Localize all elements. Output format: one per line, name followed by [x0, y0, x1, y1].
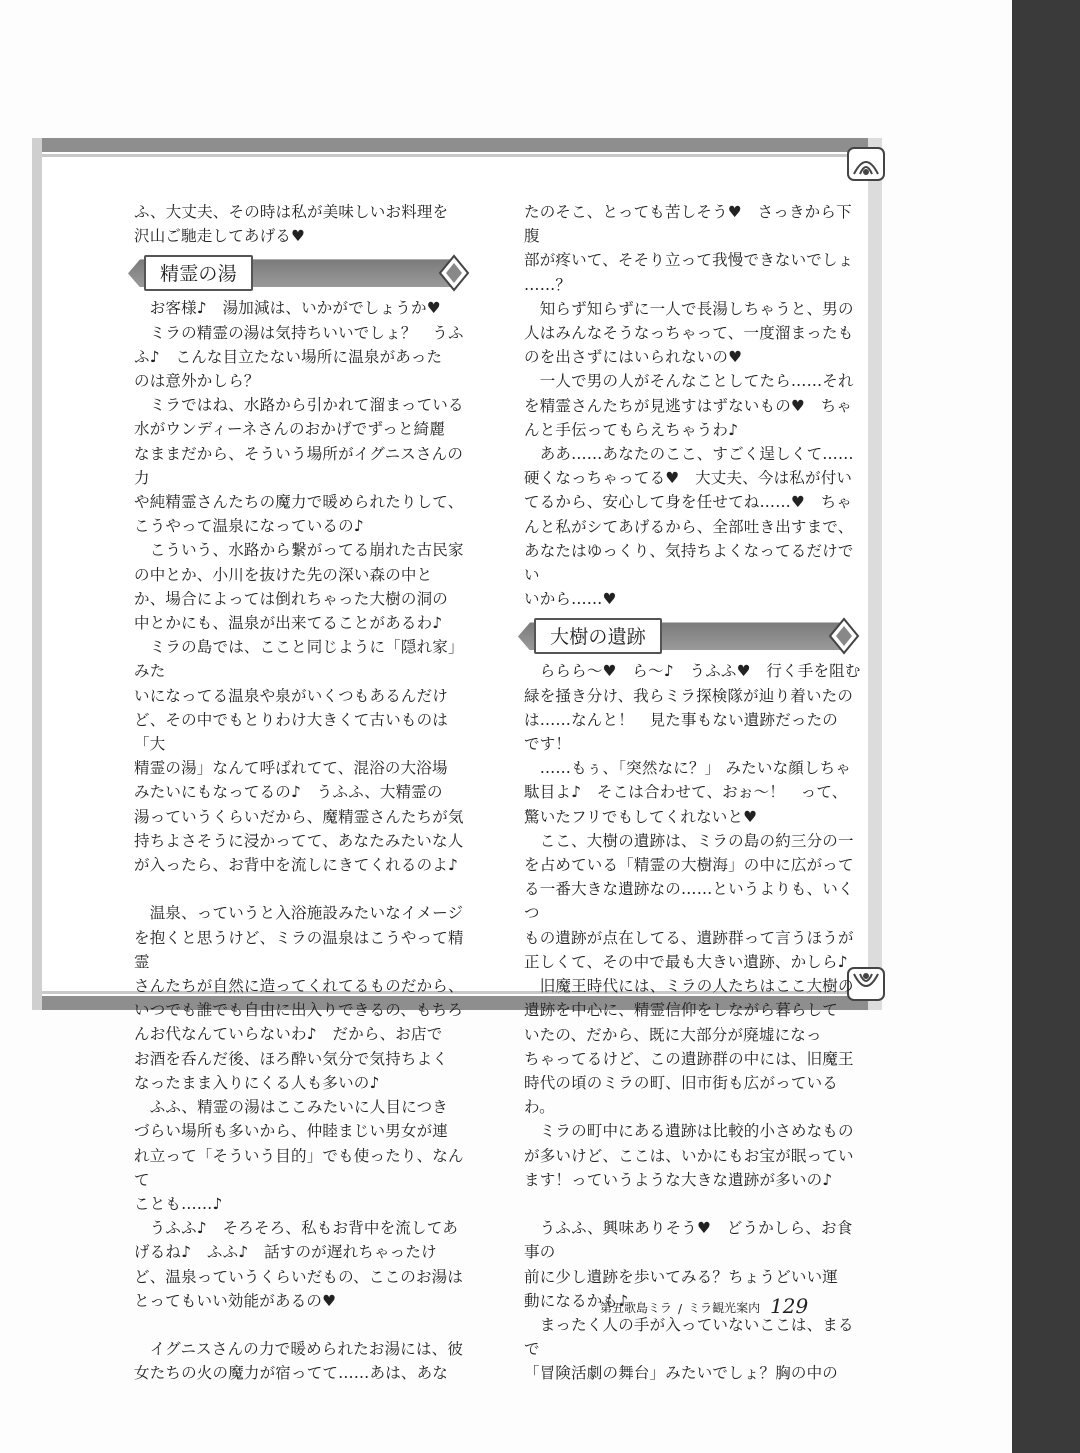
paragraph: たのそこ、とっても苦しそう♥ さっきから下腹 部が疼いて、そそり立って我慢できないでしょ ……？ 知らず知らずに一人で長湯しちゃうと、男の 人はみんなそうなっちゃって、一度溜まったも のを出さずにはいられないの♥ 一人で男の人がそんなことしてたら……それ を精霊さんたちが見逃すはずないもの♥ ちゃ んと手伝ってもらえちゃうわ♪ ああ……あなたのここ、すごく逞しくて…… 硬くなっちゃってる♥ 大丈夫、今は私が付い てるから、安心して身を任せてね……♥ ちゃ んと私がシてあげるから、全部吐き出すまで、 あなたはゆっくり、気持ちよくなってるだけでい いから……♥ — [524, 203, 854, 609]
section-heading — [124, 254, 468, 292]
paragraph: ふ、大丈夫、その時は私が美味しいお料理を 沢山ご馳走してあげる♥ — [134, 203, 449, 246]
section-heading — [514, 617, 858, 655]
paragraph: 温泉、っていうと入浴施設みたいなイメージ を抱くと思うけど、ミラの温泉はこうやって精霊 さんたちが自然に造ってくれてるものだから、 いつでも誰でも自由に出入りできるの、もちろ んお代なんていらないわ♪ だから、お店で お酒を呑んだ後、ほろ酔い気分で気持ちよく なったまま入りにくる人も多いの♪ ふふ、精霊の湯はここみたいに人目につき づらい場所も多いから、仲睦まじい男女が連 れ立って「そういう目的」でも使ったり、なんて ことも……♪ うふふ♪ そろそろ、私もお背中を流してあ げるね♪ ふふ♪ 話すのが遅れちゃったけ ど、温泉っていうくらいだもの、ここのお湯は とってもいい効能があるの♥ — [134, 904, 464, 1310]
frame-top-rule — [32, 154, 882, 157]
paragraph: イグニスさんの力で暖められたお湯には、彼 女たちの火の魔力が宿ってて……あは、あな — [134, 1340, 464, 1383]
right-column — [524, 200, 864, 1386]
paragraph: うふふ、興味ありそう♥ どうかしら、お食事の 前に少し遺跡を歩いてみる？ちょうどいい運 動になるかも♪ まったく人の手が入っていないここは、まるで 「冒険活劇の舞台」みたいでしょ？胸の中の — [524, 1219, 854, 1383]
paragraph: お客様♪ 湯加減は、いかがでしょうか♥ ミラの精霊の湯は気持ちいいでしょ？ うふ ふ♪ こんな目立たない場所に温泉があった のは意外かしら？ ミラではね、水路から引かれて溜まっている 水がウンディーネさんのおかげでずっと綺麗 なままだから、そういう場所がイグニスさんの力 や純精霊さんたちの魔力で暖められたりして、 こうやって温泉になっているの♪ こういう、水路から繋がってる崩れた古民家 の中とか、小川を抜けた先の深い森の中と か、場合によっては倒れちゃった大樹の洞の 中とかにも、温泉が出来てることがあるわ♪ ミラの島では、ここと同じように「隠れ家」みた いになってる温泉や泉がいくつもあるんだけ ど、その中でもとりわけ大きくて古いものは「大 精霊の湯」なんて呼ばれてて、混浴の大浴場 みたいにもなってるの♪ うふふ、大精霊の 湯っていうくらいだから、魔精霊さんたちが気 持ちよさそうに浸かってて、あなたみたいな人 が入ったら、お背中を流しにきてくれるのよ♪ — [134, 299, 464, 875]
corner-ornament-icon — [846, 146, 886, 182]
section-title: 大樹の遺跡 — [534, 618, 662, 654]
left-column — [134, 200, 474, 1386]
footer-chapter: 第五歌島ミラ — [600, 1301, 673, 1315]
fan-ornament-icon — [826, 617, 862, 655]
frame-left — [32, 138, 42, 1010]
footer-section: ミラ観光案内 — [688, 1301, 761, 1315]
paragraph-gap — [134, 877, 474, 901]
page-number: 129 — [770, 1294, 809, 1318]
paragraph-gap — [134, 1313, 474, 1337]
fan-ornament-icon — [436, 254, 472, 292]
scanner-edge — [1012, 0, 1080, 1453]
paragraph-gap — [524, 1192, 864, 1216]
section-title: 精霊の湯 — [144, 255, 253, 291]
frame-top — [32, 138, 882, 152]
paragraph: ららら～♥ ら～♪ うふふ♥ 行く手を阻む 緑を掻き分け、我らミラ探検隊が辿り着いたの は……なんと！ 見た事もない遺跡だったの です！ ……もぅ、「突然なに？」 みたいな顔しちゃ 駄目よ♪ そこは合わせて、おぉ～！ って、 驚いたフリでもしてくれないと♥ ここ、大樹の遺跡は、ミラの島の約三分の一 を占めている「精霊の大樹海」の中に広がって る一番大きな遺跡なの……というよりも、いくつ もの遺跡が点在してる、遺跡群って言うほうが 正しくて、その中で最も大きい遺跡、かしら♪ 旧魔王時代には、ミラの人たちはここ大樹の 遺跡を中心に、精霊信仰をしながら暮らして いたの、だから、既に大部分が廃墟になっ ちゃってるけど、この遺跡群の中には、旧魔王 時代の頃のミラの町、旧市街も広がっている わ。 ミラの町中にある遺跡は比較的小さめなもの が多いけど、ここは、いかにもお宝が眠ってい ます！っていうような大きな遺跡が多いの♪ — [524, 662, 861, 1189]
frame-right — [868, 138, 882, 1010]
footer-separator: / — [678, 1302, 683, 1316]
page-footer — [600, 1292, 808, 1316]
